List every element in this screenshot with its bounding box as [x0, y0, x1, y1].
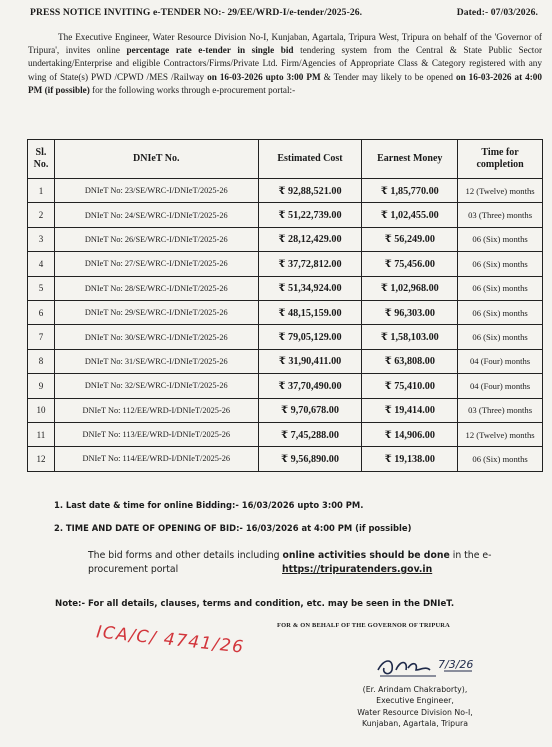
cell-completion-time: 03 (Three) months — [458, 203, 543, 227]
portal-text-pre: The bid forms and other details including — [88, 550, 283, 561]
signatory-location: Kunjaban, Agartala, Tripura — [361, 718, 469, 728]
cell-dniet: DNIeT No: 24/SE/WRC-I/DNIeT/2025-26 — [54, 203, 258, 227]
cell-earnest-money: ₹ 63,808.00 — [362, 349, 458, 373]
cell-sl: 4 — [28, 252, 55, 276]
cell-dniet: DNIeT No: 113/EE/WRD-I/DNIeT/2025-26 — [54, 422, 258, 446]
intro-text: & Tender may likely to be opened — [320, 71, 456, 82]
table-row — [28, 325, 543, 349]
cell-estimated-cost: ₹ 37,72,812.00 — [258, 252, 362, 276]
notice-date: Dated:- 07/03/2026. — [456, 7, 538, 18]
on-behalf-line: FOR & ON BEHALF OF THE GOVERNOR OF TRIPURA — [277, 622, 450, 629]
signatory-division: Water Resource Division No-I, — [357, 707, 473, 717]
cell-completion-time: 06 (Six) months — [458, 300, 543, 324]
cell-estimated-cost: ₹ 7,45,288.00 — [258, 422, 362, 446]
cell-completion-time: 06 (Six) months — [458, 325, 543, 349]
header-time: Time for completion — [458, 140, 543, 179]
cell-sl: 6 — [28, 300, 55, 324]
intro-text: for the following works through e-procurement portal:- — [89, 84, 296, 95]
table-row — [28, 252, 543, 276]
cell-completion-time: 12 (Twelve) months — [458, 422, 543, 446]
header-money: Earnest Money — [362, 140, 458, 179]
signatory-designation: Executive Engineer, — [376, 696, 454, 706]
table-row — [28, 227, 543, 251]
cell-earnest-money: ₹ 1,85,770.00 — [362, 179, 458, 203]
header-cost: Estimated Cost — [258, 140, 362, 179]
cell-estimated-cost: ₹ 48,15,159.00 — [258, 300, 362, 324]
notice-title: PRESS NOTICE INVITING e-TENDER NO:- 29/EE/WRD-I/e-tender/2025-26. — [30, 7, 363, 18]
cell-earnest-money: ₹ 1,02,968.00 — [362, 276, 458, 300]
notice-header — [30, 7, 538, 18]
cell-sl: 5 — [28, 276, 55, 300]
cell-dniet: DNIeT No: 29/SE/WRC-I/DNIeT/2025-26 — [54, 300, 258, 324]
cell-estimated-cost: ₹ 9,70,678.00 — [258, 398, 362, 422]
signature-mark — [374, 648, 514, 684]
table-row — [28, 179, 543, 203]
cell-estimated-cost: ₹ 79,05,129.00 — [258, 325, 362, 349]
cell-completion-time: 03 (Three) months — [458, 398, 543, 422]
table-row — [28, 349, 543, 373]
cell-dniet: DNIeT No: 112/EE/WRD-I/DNIeT/2025-26 — [54, 398, 258, 422]
cell-estimated-cost: ₹ 28,12,429.00 — [258, 227, 362, 251]
portal-paragraph — [88, 549, 528, 577]
notes-section — [54, 500, 534, 546]
cell-sl: 12 — [28, 447, 55, 471]
table-row — [28, 203, 543, 227]
cell-completion-time: 04 (Four) months — [458, 374, 543, 398]
cell-dniet: DNIeT No: 114/EE/WRD-I/DNIeT/2025-26 — [54, 447, 258, 471]
header-sl: Sl. No. — [28, 140, 55, 179]
works-table — [27, 139, 543, 472]
cell-estimated-cost: ₹ 9,56,890.00 — [258, 447, 362, 471]
cell-earnest-money: ₹ 96,303.00 — [362, 300, 458, 324]
cell-earnest-money: ₹ 19,414.00 — [362, 398, 458, 422]
cell-sl: 2 — [28, 203, 55, 227]
cell-earnest-money: ₹ 14,906.00 — [362, 422, 458, 446]
intro-bold: on 16-03-2026 upto 3:00 PM — [207, 71, 321, 82]
cell-estimated-cost: ₹ 37,70,490.00 — [258, 374, 362, 398]
table-header-row — [28, 140, 543, 179]
note-last-date: 1. Last date & time for online Bidding:- 16/03/2026 upto 3:00 PM. — [54, 500, 364, 510]
table-row — [28, 422, 543, 446]
cell-completion-time: 06 (Six) months — [458, 252, 543, 276]
cell-dniet: DNIeT No: 28/SE/WRC-I/DNIeT/2025-26 — [54, 276, 258, 300]
cell-earnest-money: ₹ 75,410.00 — [362, 374, 458, 398]
cell-completion-time: 06 (Six) months — [458, 276, 543, 300]
table-row — [28, 398, 543, 422]
header-dniet: DNIeT No. — [54, 140, 258, 179]
portal-text-post: in the e-procurement portal — [88, 550, 492, 575]
cell-completion-time: 06 (Six) months — [458, 227, 543, 251]
cell-earnest-money: ₹ 1,58,103.00 — [362, 325, 458, 349]
table-row — [28, 447, 543, 471]
dniet-note: Note:- For all details, clauses, terms and condition, etc. may be seen in the DNIeT. — [55, 599, 455, 609]
handwritten-reference: ICA/C/ 4741/26 — [95, 622, 246, 658]
signoff-block — [325, 684, 505, 729]
cell-estimated-cost: ₹ 92,88,521.00 — [258, 179, 362, 203]
cell-earnest-money: ₹ 56,249.00 — [362, 227, 458, 251]
portal-text-bold: online activities should be done — [282, 550, 450, 561]
cell-earnest-money: ₹ 75,456.00 — [362, 252, 458, 276]
table-row — [28, 300, 543, 324]
cell-dniet: DNIeT No: 32/SE/WRC-I/DNIeT/2025-26 — [54, 374, 258, 398]
cell-dniet: DNIeT No: 27/SE/WRC-I/DNIeT/2025-26 — [54, 252, 258, 276]
table-row — [28, 374, 543, 398]
table-row — [28, 276, 543, 300]
note-opening: 2. TIME AND DATE OF OPENING OF BID:- 16/03/2026 at 4:00 PM (if possible) — [54, 523, 412, 533]
cell-sl: 9 — [28, 374, 55, 398]
cell-completion-time: 04 (Four) months — [458, 349, 543, 373]
signature-date: 7/3/26 — [438, 658, 474, 671]
cell-earnest-money: ₹ 1,02,455.00 — [362, 203, 458, 227]
cell-dniet: DNIeT No: 31/SE/WRC-I/DNIeT/2025-26 — [54, 349, 258, 373]
intro-paragraph — [28, 31, 542, 97]
cell-estimated-cost: ₹ 31,90,411.00 — [258, 349, 362, 373]
cell-sl: 7 — [28, 325, 55, 349]
intro-bold: on 16-03-2026 at 4:00 PM (if possible) — [28, 71, 542, 95]
intro-text: tendering system from the Central & State Public Sector undertaking/Enterprise and eligible Contractors/Firms/Private Ltd. Firm/Agencies of Appropriate Class & Category registered with any wing of State(s) PWD /CPWD /MES /Railway — [28, 45, 542, 82]
intro-bold: percentage rate e-tender in single bid — [126, 45, 294, 56]
cell-sl: 8 — [28, 349, 55, 373]
cell-sl: 1 — [28, 179, 55, 203]
cell-completion-time: 12 (Twelve) months — [458, 179, 543, 203]
signatory-name: (Er. Arindam Chakraborty), — [362, 685, 468, 694]
cell-estimated-cost: ₹ 51,34,924.00 — [258, 276, 362, 300]
portal-link[interactable]: https://tripuratenders.gov.in — [282, 564, 433, 575]
cell-sl: 10 — [28, 398, 55, 422]
cell-dniet: DNIeT No: 23/SE/WRC-I/DNIeT/2025-26 — [54, 179, 258, 203]
cell-dniet: DNIeT No: 30/SE/WRC-I/DNIeT/2025-26 — [54, 325, 258, 349]
cell-completion-time: 06 (Six) months — [458, 447, 543, 471]
cell-sl: 3 — [28, 227, 55, 251]
intro-text: The Executive Engineer, Water Resource Division No-I, Kunjaban, Agartala, Tripura West, Tripura on behalf of the 'Governor of Tripura', invites online — [28, 32, 542, 56]
cell-estimated-cost: ₹ 51,22,739.00 — [258, 203, 362, 227]
cell-sl: 11 — [28, 422, 55, 446]
cell-earnest-money: ₹ 19,138.00 — [362, 447, 458, 471]
cell-dniet: DNIeT No: 26/SE/WRC-I/DNIeT/2025-26 — [54, 227, 258, 251]
